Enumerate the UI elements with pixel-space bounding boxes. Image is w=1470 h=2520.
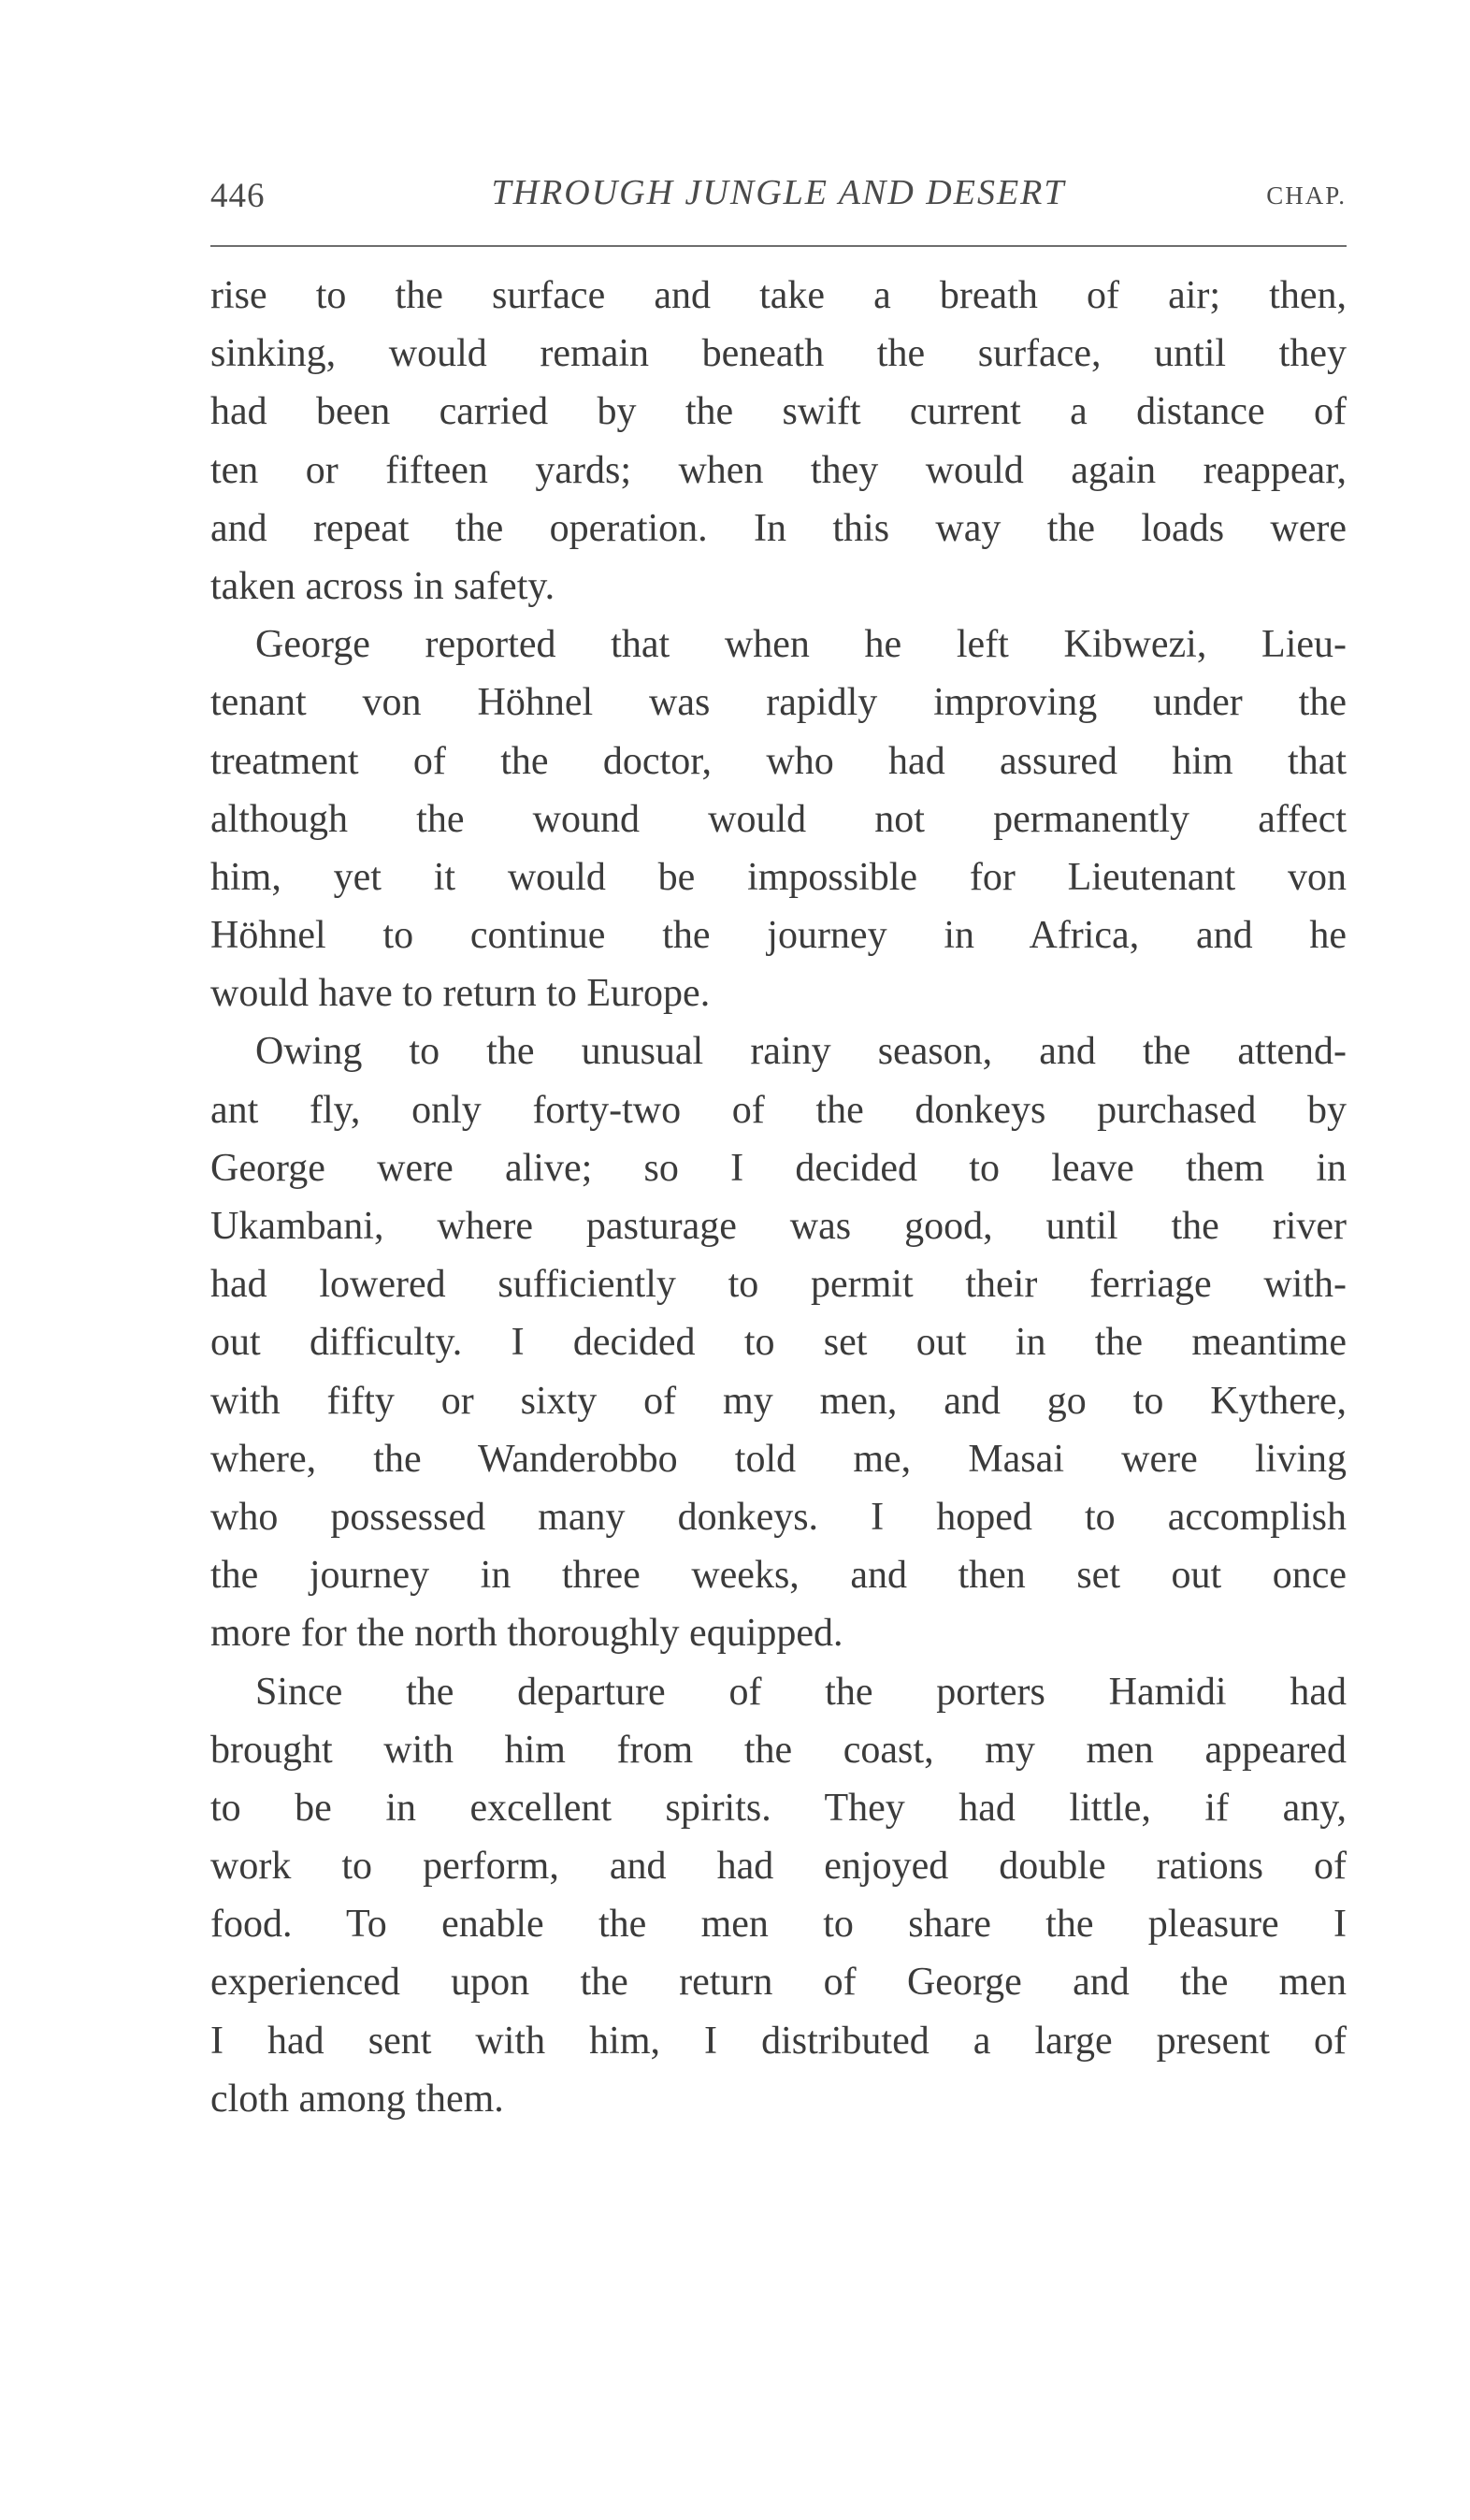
text-line: to be in excellent spirits. They had little, if any, xyxy=(210,1786,1347,1830)
text-line: treatment of the doctor, who had assured him that xyxy=(210,739,1347,783)
text-line: Höhnel to continue the journey in Africa, and he xyxy=(210,914,1347,958)
text-line: would have to return to Europe. xyxy=(210,972,711,1016)
text-line: the journey in three weeks, and then set out once xyxy=(210,1554,1347,1598)
chapter-mark: CHAP. xyxy=(1266,181,1347,210)
text-line: ant fly, only forty-two of the donkeys purchased by xyxy=(210,1088,1347,1132)
page-number: 446 xyxy=(210,177,266,215)
text-line: brought with him from the coast, my men appeared xyxy=(210,1728,1347,1772)
text-line: had been carried by the swift current a distance of xyxy=(210,390,1347,434)
text-line: George were alive; so I decided to leave them in xyxy=(210,1146,1347,1190)
text-line: rise to the surface and take a breath of air; then, xyxy=(210,274,1347,317)
header-rule xyxy=(210,245,1347,247)
text-line: cloth among them. xyxy=(210,2077,504,2121)
text-line: more for the north thoroughly equipped. xyxy=(210,1612,843,1656)
text-line: although the wound would not permanently affect xyxy=(210,797,1347,841)
text-line: where, the Wanderobbo told me, Masai were living xyxy=(210,1437,1347,1481)
text-line: ten or fifteen yards; when they would again reappear, xyxy=(210,448,1347,492)
paragraph-first-line: Owing to the unusual rainy season, and the attend- xyxy=(255,1030,1347,1074)
text-line: out difficulty. I decided to set out in the meantime xyxy=(210,1321,1347,1365)
text-line: taken across in safety. xyxy=(210,564,555,608)
text-line: tenant von Höhnel was rapidly improving under the xyxy=(210,681,1347,725)
running-title: THROUGH JUNGLE AND DESERT xyxy=(491,173,1066,212)
text-line: him, yet it would be impossible for Lieutenant von xyxy=(210,855,1347,899)
text-line: food. To enable the men to share the pleasure I xyxy=(210,1903,1347,1947)
paragraph-first-line: George reported that when he left Kibwezi, Lieu- xyxy=(255,623,1347,667)
text-line: I had sent with him, I distributed a large present of xyxy=(210,2019,1347,2063)
text-line: work to perform, and had enjoyed double rations of xyxy=(210,1845,1347,1889)
text-line: and repeat the operation. In this way the loads were xyxy=(210,506,1347,550)
text-line: with fifty or sixty of my men, and go to Kythere, xyxy=(210,1379,1347,1423)
text-line: experienced upon the return of George and the men xyxy=(210,1961,1347,2005)
text-line: sinking, would remain beneath the surface, until they xyxy=(210,332,1347,376)
text-line: had lowered sufficiently to permit their ferriage with- xyxy=(210,1263,1347,1307)
running-header xyxy=(210,168,1347,224)
body-text xyxy=(210,267,1347,2128)
paragraph-first-line: Since the departure of the porters Hamidi had xyxy=(255,1670,1347,1714)
text-line: who possessed many donkeys. I hoped to accomplish xyxy=(210,1495,1347,1539)
text-line: Ukambani, where pasturage was good, until the river xyxy=(210,1205,1347,1248)
